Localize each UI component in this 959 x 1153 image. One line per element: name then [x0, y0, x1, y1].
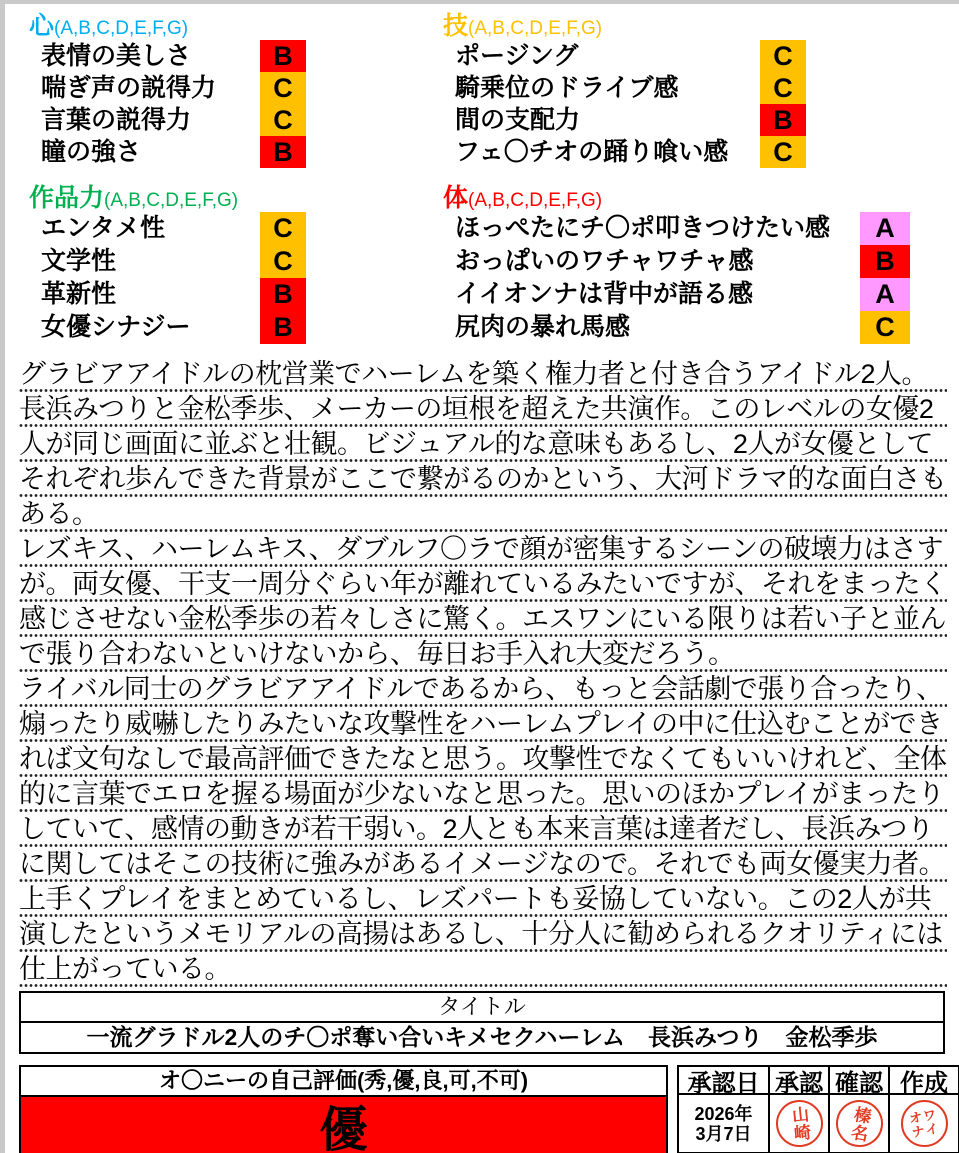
hanko-stamp-haruna: 榛名 — [832, 1096, 886, 1150]
rating-row: 革新性 B — [29, 278, 306, 311]
review-paragraph: グラビアアイドルの枕営業でハーレムを築く権力者と付き合うアイドル2人。長浜みつりと金松季歩、メーカーの垣根を超えた共演作。このレベルの女優2人が同じ画面に並ぶと壮観。ビジュアル的な意味もあるし、2人が女優としてそれぞれ歩んできた背景がここで繋がるのかという、大河ドラマ的な面白さもある。 — [19, 357, 947, 532]
section-karada — [443, 184, 910, 344]
section-sakuhin-title: 作品力(A,B,C,D,E,F,G) — [29, 184, 239, 212]
approval-stamp-cell — [770, 1095, 830, 1152]
grade-badge: A — [860, 212, 910, 245]
rating-row: 騎乗位のドライブ感 C — [443, 72, 806, 104]
title-table — [19, 991, 945, 1054]
grade-badge: C — [760, 136, 806, 168]
self-rating-header: オ〇ニーの自己評価(秀,優,良,可,不可) — [21, 1067, 666, 1097]
section-waza-title: 技(A,B,C,D,E,F,G) — [443, 12, 603, 40]
review-text — [19, 357, 947, 987]
self-rating-value: 優 — [21, 1097, 666, 1153]
rating-row: おっぱいのワチャワチャ感 B — [443, 245, 910, 278]
approval-header: 承認 — [770, 1067, 830, 1095]
section-karada-title: 体(A,B,C,D,E,F,G) — [443, 184, 603, 212]
section-kokoro — [29, 12, 306, 168]
hanko-stamp-yamazaki: 山崎 — [773, 1098, 825, 1150]
grade-badge: C — [260, 212, 306, 245]
grade-badge: C — [860, 311, 910, 344]
rating-row: 尻肉の暴れ馬感 C — [443, 311, 910, 344]
rating-row: フェ〇チオの踊り喰い感 C — [443, 136, 806, 168]
rating-row: エンタメ性 C — [29, 212, 306, 245]
rating-row: ほっぺたにチ〇ポ叩きつけたい感 A — [443, 212, 910, 245]
grade-badge: B — [260, 278, 306, 311]
approval-date-header: 承認日 — [679, 1067, 770, 1095]
section-sakuhin — [29, 184, 306, 344]
grade-badge: B — [260, 40, 306, 72]
grade-badge: C — [260, 104, 306, 136]
create-stamp-cell — [890, 1095, 958, 1152]
approval-date: 2026年 3月7日 — [679, 1095, 770, 1152]
confirm-stamp-cell — [830, 1095, 890, 1152]
confirm-header: 確認 — [830, 1067, 890, 1095]
grade-badge: B — [260, 311, 306, 344]
grade-badge: C — [260, 72, 306, 104]
review-paragraph: レズキス、ハーレムキス、ダブルフ〇ラで顔が密集するシーンの破壊力はさすが。両女優、干支一周分ぐらい年が離れているみたいですが、それをまったく感じさせない金松季歩の若々しさに驚く。エスワンにいる限りは若い子と並んで張り合わないといけないから、毎日お手入れ大変だろう。 — [19, 532, 947, 672]
hanko-stamp-owanai: オ ワ ナ イ — [901, 1100, 948, 1147]
work-title: 一流グラドル2人のチ〇ポ奪い合いキメセクハーレム 長浜みつり 金松季歩 — [86, 1024, 878, 1050]
grade-badge: B — [260, 136, 306, 168]
grade-badge: C — [760, 40, 806, 72]
rating-row: 女優シナジー B — [29, 311, 306, 344]
rating-row: 間の支配力 B — [443, 104, 806, 136]
grade-badge: A — [860, 278, 910, 311]
title-table-header: タイトル — [21, 993, 943, 1023]
section-waza — [443, 12, 806, 168]
approval-table — [677, 1065, 959, 1153]
grade-badge: B — [760, 104, 806, 136]
grade-badge: B — [860, 245, 910, 278]
rating-row: 瞳の強さ B — [29, 136, 306, 168]
rating-row: 文学性 C — [29, 245, 306, 278]
rating-row: イイオンナは背中が語る感 A — [443, 278, 910, 311]
review-paragraph: ライバル同士のグラビアアイドルであるから、もっと会話劇で張り合ったり、煽ったり威嚇したりみたいな攻撃性をハーレムプレイの中に仕込むことができれば文句なしで最高評価できたなと思う。攻撃性でなくてもいいけれど、全体的に言葉でエロを握る場面が少ないなと思った。思いのほかプレイがまったりしていて、感情の動きが若干弱い。2人とも本来言葉は達者だし、長浜みつりに関してはそこの技術に強みがあるイメージなので。それでも両女優実力者。上手くプレイをまとめているし、レズパートも妥協していない。この2人が共演したというメモリアルの高揚はあるし、十分人に勧められるクオリティには仕上がっている。 — [19, 672, 947, 987]
rating-row: ポージング C — [443, 40, 806, 72]
section-kokoro-title: 心(A,B,C,D,E,F,G) — [29, 12, 189, 40]
grade-badge: C — [260, 245, 306, 278]
grade-badge: C — [760, 72, 806, 104]
create-header: 作成 — [890, 1067, 958, 1095]
self-rating-table — [19, 1065, 668, 1153]
rating-row: 喘ぎ声の説得力 C — [29, 72, 306, 104]
rating-row: 表情の美しさ B — [29, 40, 306, 72]
rating-row: 言葉の説得力 C — [29, 104, 306, 136]
